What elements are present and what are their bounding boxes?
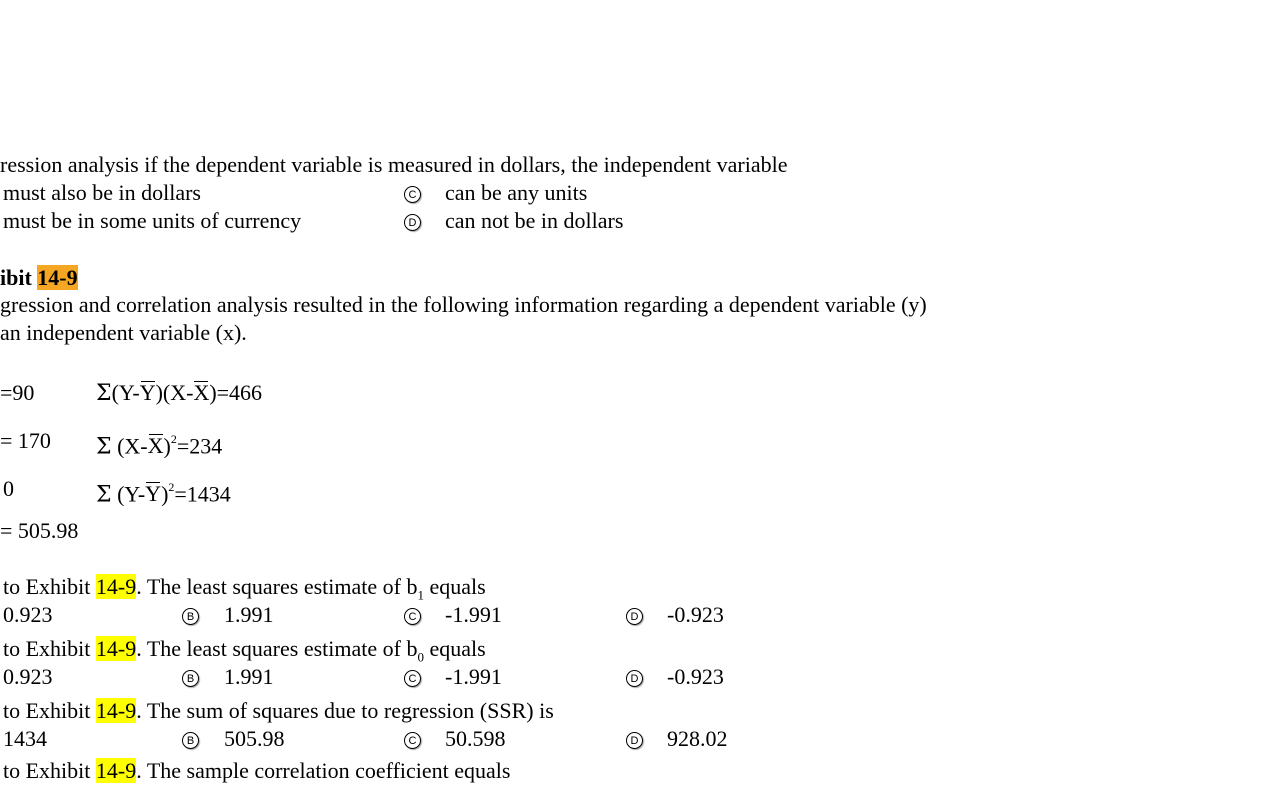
exhibit-number-highlight: 14-9 <box>37 265 78 290</box>
question-b0-option-c[interactable]: -1.991 <box>445 664 502 689</box>
question-b1-option-b[interactable]: 1.991 <box>224 602 274 627</box>
exhibit-title-prefix: ibit <box>0 265 32 290</box>
q1-option-d[interactable]: can not be in dollars <box>445 208 624 233</box>
option-c-icon[interactable]: C <box>404 732 421 749</box>
option-b-icon[interactable]: B <box>182 732 199 749</box>
q1-option-c[interactable]: can be any units <box>445 180 588 205</box>
option-b-icon[interactable]: B <box>182 608 199 625</box>
stat-left-1: =90 <box>0 380 35 405</box>
stat-sum-squares-x: Σ $(X-X)^2=234$ <box>96 432 223 460</box>
question-ssr-stem: to Exhibit 14-9. The sum of squares due to regression (SSR) is <box>3 698 554 723</box>
q1-option-b[interactable]: must be in some units of currency <box>3 208 302 233</box>
question-ssr-option-a[interactable]: 1434 <box>3 726 47 751</box>
exhibit-description-line2: an independent variable (x). <box>0 320 247 345</box>
question-b0-option-b[interactable]: 1.991 <box>224 664 274 689</box>
question-b0-option-a[interactable]: 0.923 <box>3 664 53 689</box>
exhibit-description-line1: gression and correlation analysis resulted in the following information regarding a dependent variable (y) <box>0 292 927 317</box>
sigma-icon: Σ <box>96 434 112 460</box>
stat-sum-cross-products: Σ(Y-Y)(X-X)=466 <box>96 380 263 406</box>
stat-left-2: = 170 <box>0 428 51 453</box>
question-b1-option-c[interactable]: -1.991 <box>445 602 502 627</box>
option-c-icon[interactable]: C <box>404 608 421 625</box>
q1-option-a[interactable]: must also be in dollars <box>3 180 201 205</box>
exhibit-ref-highlight: 14-9 <box>95 758 137 783</box>
question-ssr-option-c[interactable]: 50.598 <box>445 726 506 751</box>
stat-left-4: = 505.98 <box>0 518 79 543</box>
option-d-icon[interactable]: D <box>626 732 643 749</box>
option-c-icon[interactable]: C <box>404 186 421 203</box>
question-b0-option-d[interactable]: -0.923 <box>667 664 724 689</box>
stat-left-3: 0 <box>3 476 14 501</box>
question-b1-option-d[interactable]: -0.923 <box>667 602 724 627</box>
question-ssr-option-b[interactable]: 505.98 <box>224 726 285 751</box>
option-b-icon[interactable]: B <box>182 670 199 687</box>
option-d-icon[interactable]: D <box>626 608 643 625</box>
question-b0-stem: to Exhibit 14-9. The least squares estimate of $b_0$ equals <box>3 636 486 665</box>
exhibit-ref-highlight: 14-9 <box>95 636 137 661</box>
sigma-icon: Σ <box>96 482 112 508</box>
question-b1-option-a[interactable]: 0.923 <box>3 602 53 627</box>
exhibit-title <box>0 265 78 291</box>
stat-sum-squares-y: Σ $(Y-Y)^2=1434$ <box>96 480 231 508</box>
question-b1-stem: to Exhibit 14-9. The least squares estimate of $b_1$ equals <box>3 574 486 603</box>
exhibit-ref-highlight: 14-9 <box>95 574 137 599</box>
option-d-icon[interactable]: D <box>404 214 421 231</box>
exhibit-ref-highlight: 14-9 <box>95 698 137 723</box>
question-correlation-stem: to Exhibit 14-9. The sample correlation coefficient equals <box>3 758 511 783</box>
option-d-icon[interactable]: D <box>626 670 643 687</box>
question-ssr-option-d[interactable]: 928.02 <box>667 726 728 751</box>
sigma-icon: Σ <box>96 381 112 406</box>
q1-stem: ression analysis if the dependent variable is measured in dollars, the independent variable <box>0 152 788 177</box>
option-c-icon[interactable]: C <box>404 670 421 687</box>
